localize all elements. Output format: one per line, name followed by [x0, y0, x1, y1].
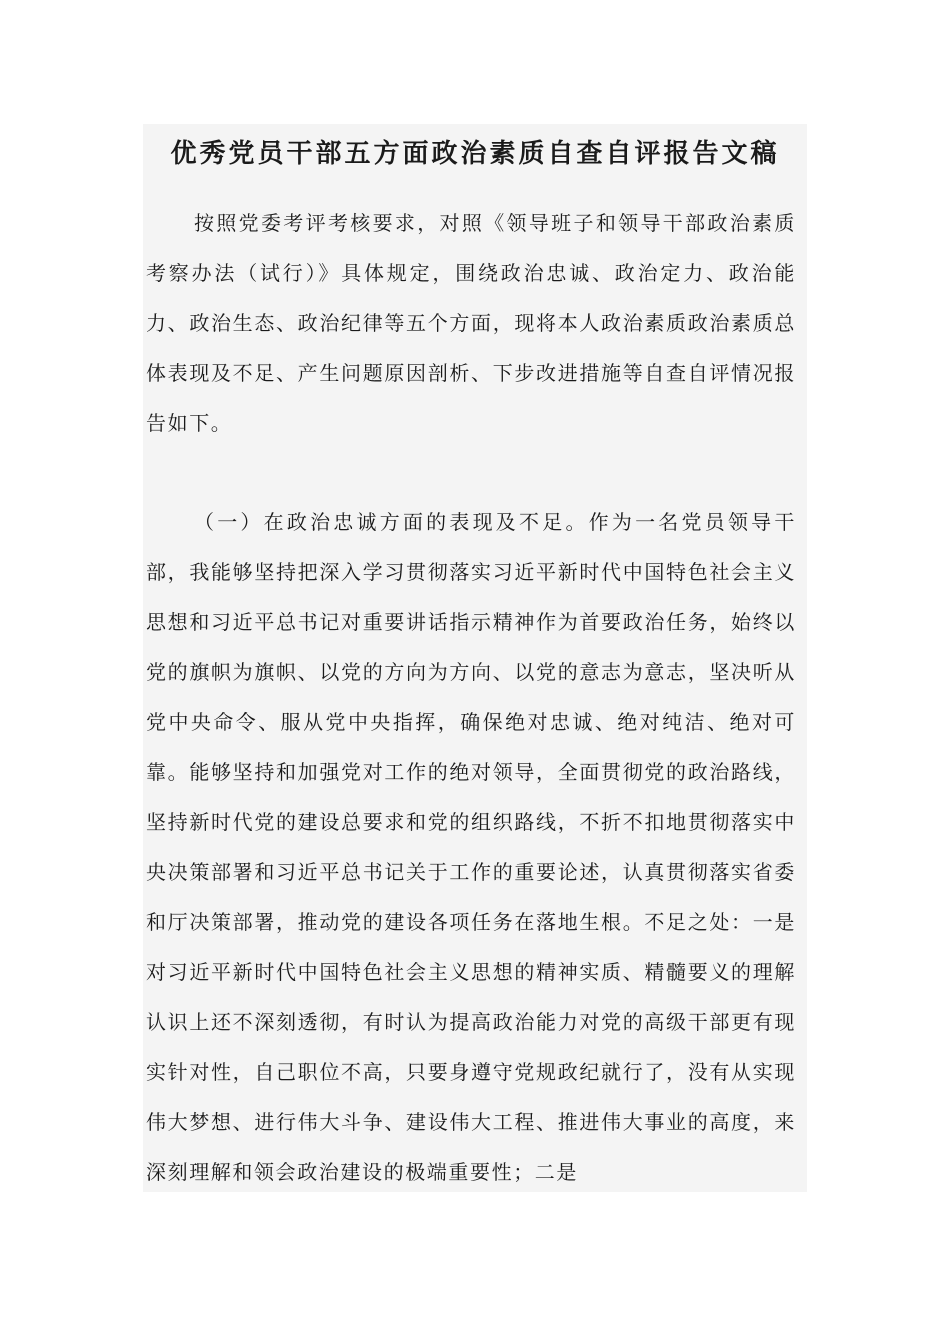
document-title: 优秀党员干部五方面政治素质自查自评报告文稿 [170, 139, 780, 169]
intro-paragraph: 按照党委考评考核要求，对照《领导班子和领导干部政治素质考察办法（试行）》具体规定，围绕政治忠诚、政治定力、政治能力、政治生态、政治纪律等五个方面，现将本人政治素质政治素质总体表现及不足、产生问题原因剖析、下步改进措施等自查自评情况报告如下。 [146, 211, 796, 435]
section-one-paragraph: （一）在政治忠诚方面的表现及不足。作为一名党员领导干部，我能够坚持把深入学习贯彻落实习近平新时代中国特色社会主义思想和习近平总书记对重要讲话指示精神作为首要政治任务，始终以党的旗帜为旗帜、以党的方向为方向、以党的意志为意志，坚决听从党中央命令、服从党中央指挥，确保绝对忠诚、绝对纯洁、绝对可靠。能够坚持和加强党对工作的绝对领导，全面贯彻党的政治路线，坚持新时代党的建设总要求和党的组织路线，不折不扣地贯彻落实中央决策部署和习近平总书记关于工作的重要论述，认真贯彻落实省委和厅决策部署，推动党的建设各项任务在落地生根。不足之处：一是对习近平新时代中国特色社会主义思想的精神实质、精髓要义的理解认识上还不深刻透彻，有时认为提高政治能力对党的高级干部更有现实针对性，自己职位不高，只要身遵守党规政纪就行了，没有从实现伟大梦想、进行伟大斗争、建设伟大工程、推进伟大事业的高度，来深刻理解和领会政治建设的极端重要性；二是 [146, 510, 796, 1184]
